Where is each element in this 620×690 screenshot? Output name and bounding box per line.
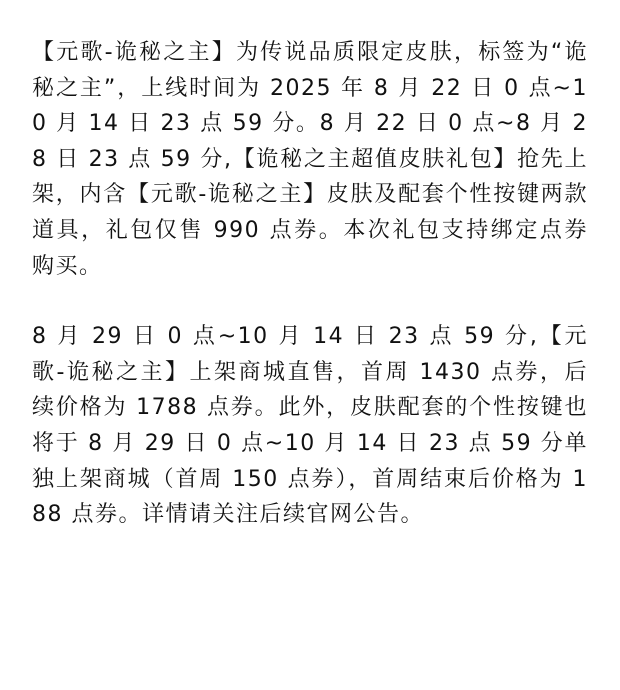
article-body: [32, 35, 588, 533]
paragraph-skin-gift-pack: 【元歌-诡秘之主】为传说品质限定皮肤，标签为“诡秘之主”，上线时间为 2025 年 8 月 22 日 0 点~10 月 14 日 23 点 59 分。8 月 22 日 0 点~8 月 28 日 23 点 59 分,【诡秘之主超值皮肤礼包】抢先上架，内含【元歌-诡秘之主】皮肤及配套个性按键两款道具，礼包仅售 990 点券。本次礼包支持绑定点券购买。: [32, 40, 588, 279]
paragraph-store-sale: 8 月 29 日 0 点~10 月 14 日 23 点 59 分,【元歌-诡秘之主】上架商城直售，首周 1430 点券，后续价格为 1788 点券。此外，皮肤配套的个性按键也将于 8 月 29 日 0 点~10 月 14 日 23 点 59 分单独上架商城（首周 150 点券），首周结束后价格为 188 点券。详情请关注后续官网公告。: [32, 324, 588, 528]
